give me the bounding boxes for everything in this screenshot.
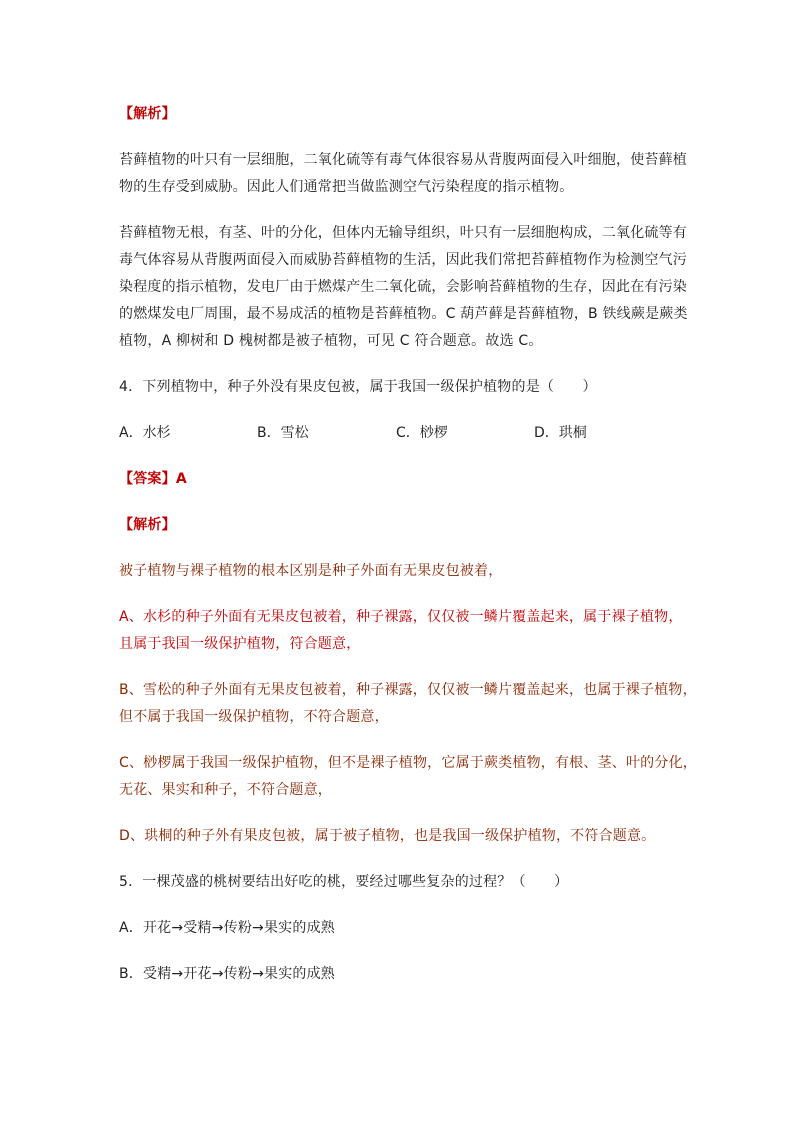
explanation-c-line: 无花、果实和种子，不符合题意， [119, 782, 332, 798]
q4-option-b: B．雪松 [257, 425, 309, 441]
explanation-c-line: C、桫椤属于我国一级保护植物，但不是裸子植物，它属于蕨类植物，有根、茎、叶的分化， [119, 755, 697, 771]
analysis-heading: 【解析】 [119, 517, 176, 533]
question-5-stem: 5．一棵茂盛的桃树要结出好吃的桃，要经过哪些复杂的过程？（ ） [119, 874, 569, 890]
explanation-a-line: A、水杉的种子外面有无果皮包被着，种子裸露，仅仅被一鳞片覆盖起来，属于裸子植物， [119, 609, 683, 625]
answer-line [119, 469, 187, 489]
paragraph-line: 苔藓植物无根，有茎、叶的分化，但体内无输导组织，叶只有一层细胞构成，二氧化硫等有 [119, 225, 687, 241]
q5-option-a: A．开花→受精→传粉→果实的成熟 [119, 920, 335, 936]
explanation-d-line: D、珙桐的种子外有果皮包被，属于被子植物，也是我国一级保护植物，不符合题意。 [119, 828, 656, 844]
paragraph-line: 毒气体容易从背腹两面侵入而威胁苔藓植物的生活，因此我们常把苔藓植物作为检测空气污 [119, 252, 687, 268]
paragraph-line: 染程度的指示植物，发电厂由于燃煤产生二氧化硫，会影响苔藓植物的生存，因此在有污染 [119, 279, 687, 295]
paragraph-line: 苔藓植物的叶只有一层细胞，二氧化硫等有毒气体很容易从背腹两面侵入叶细胞，使苔藓植 [119, 152, 687, 168]
paragraph-line: 被子植物与裸子植物的根本区别是种子外面有无果皮包被着， [119, 563, 503, 579]
q4-option-a: A．水杉 [119, 425, 171, 441]
paragraph-line: 植物，A 柳树和 D 槐树都是被子植物，可见 C 符合题意。故选 C。 [119, 333, 543, 349]
explanation-b-line: B、雪松的种子外面有无果皮包被着，种子裸露，仅仅被一鳞片覆盖起来，也属于裸子植物， [119, 682, 697, 698]
analysis-heading: 【解析】 [119, 106, 176, 122]
question-4-stem: 4．下列植物中，种子外没有果皮包被，属于我国一级保护植物的是（ ） [119, 379, 597, 395]
paragraph-line: 的燃煤发电厂周围，最不易成活的植物是苔藓植物。C 葫芦藓是苔藓植物，B 铁线蕨是蕨类 [119, 306, 688, 322]
explanation-a-line: 且属于我国一级保护植物，符合题意， [119, 636, 361, 652]
q4-option-d: D．珙桐 [534, 425, 587, 441]
answer-heading: 【答案】 [119, 471, 176, 487]
q4-option-c: C．桫椤 [396, 425, 448, 441]
q5-option-b: B．受精→开花→传粉→果实的成熟 [119, 966, 335, 982]
answer-value: A [175, 471, 187, 487]
explanation-b-line: 但不属于我国一级保护植物，不符合题意， [119, 709, 389, 725]
paragraph-line: 物的生存受到威胁。因此人们通常把当做监测空气污染程度的指示植物。 [119, 179, 574, 195]
